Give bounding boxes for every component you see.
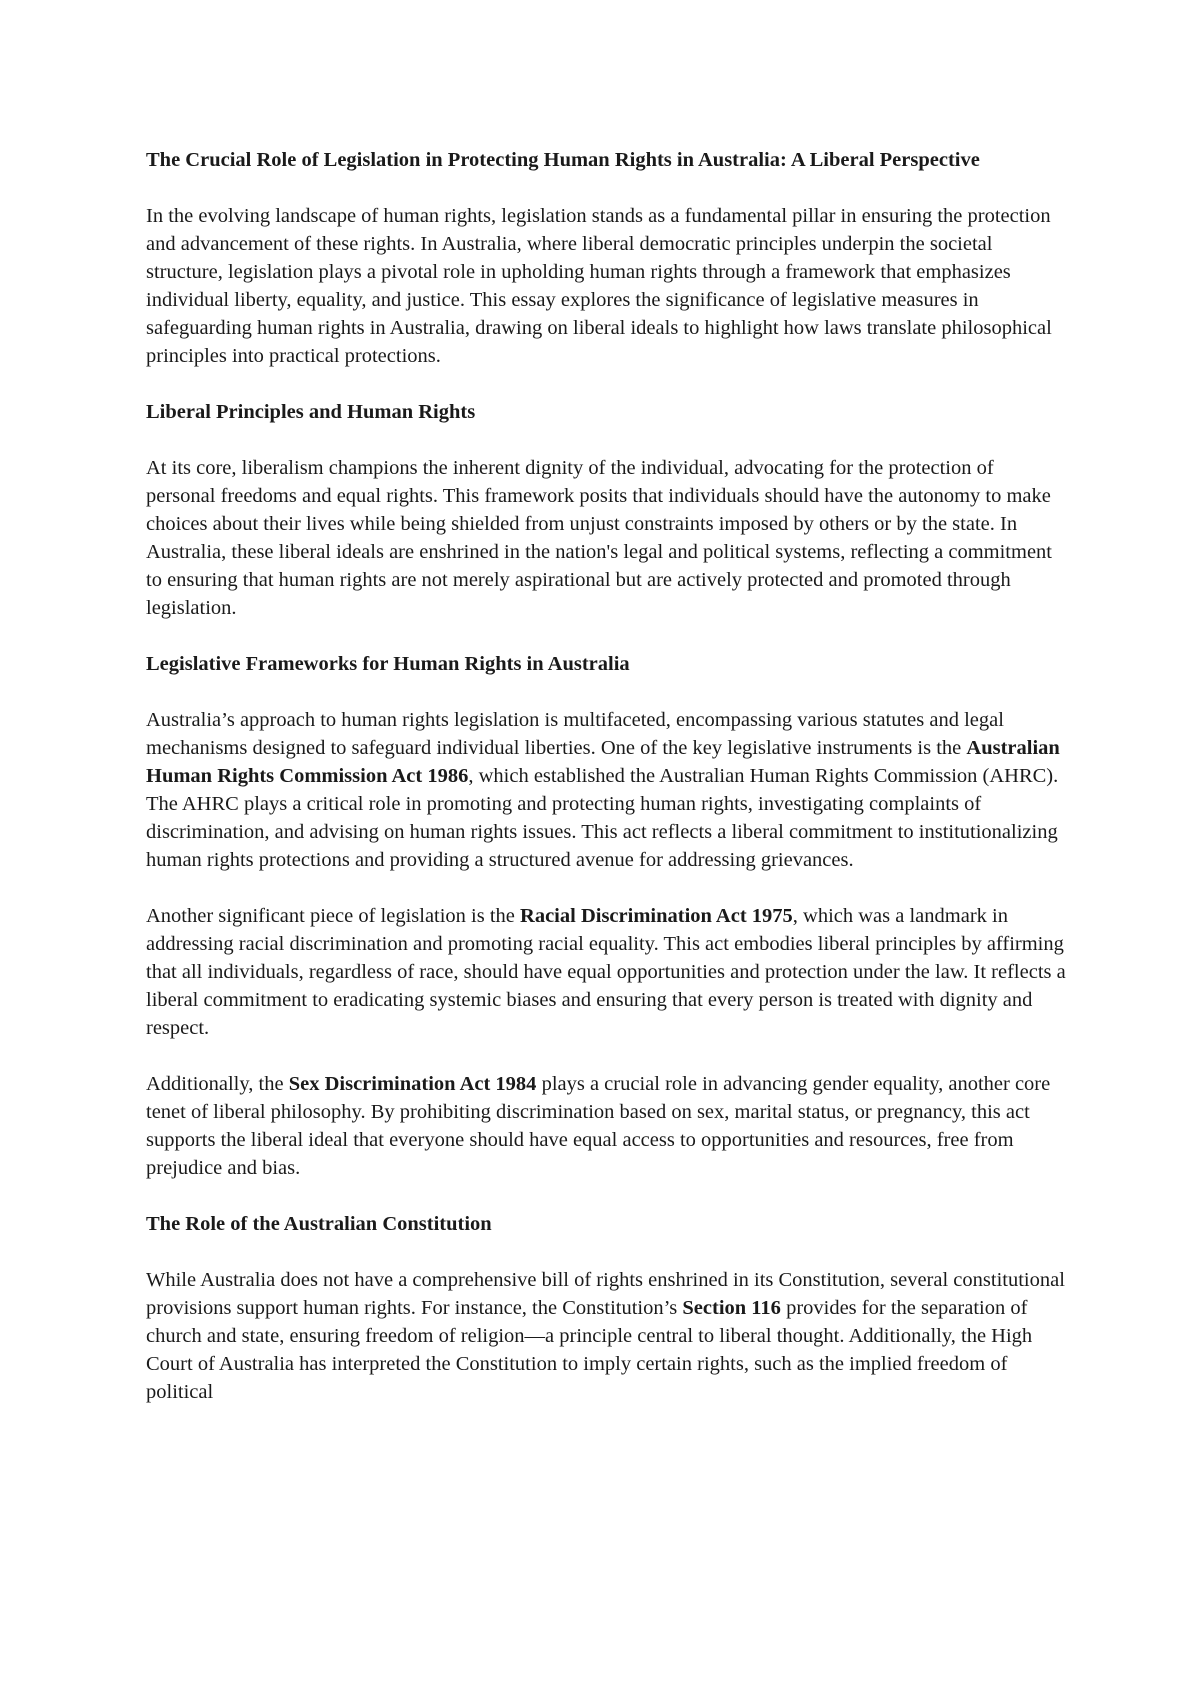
constitution-paragraph bbox=[146, 1266, 1066, 1406]
document-title: The Crucial Role of Legislation in Protecting Human Rights in Australia: A Liberal Perspective bbox=[146, 149, 980, 171]
act-name-racial-discrimination: Racial Discrimination Act 1975 bbox=[520, 905, 793, 927]
act-name-sex-discrimination: Sex Discrimination Act 1984 bbox=[288, 1073, 537, 1095]
paragraph-text: provides for the separation of church and state, ensuring freedom of religion—a principle central to liberal thought. Additionally, the High Court of Australia has interpreted the Constitution to imply certain rights, such as the implied freedom of political bbox=[146, 1297, 1033, 1403]
act-name-ahrc: Australian Human Rights Commission Act 1986 bbox=[146, 737, 1060, 787]
paragraph-text: plays a crucial role in advancing gender equality, another core tenet of liberal philosophy. By prohibiting discrimination based on sex, marital status, or pregnancy, this act supports the liberal ideal that everyone should have equal access to opportunities and resources, free from prejudice and bias. bbox=[146, 1073, 1051, 1179]
section-116-label: Section 116 bbox=[682, 1297, 781, 1319]
ahrc-act-paragraph bbox=[146, 706, 1066, 874]
section-heading-constitution: The Role of the Australian Constitution bbox=[146, 1213, 492, 1235]
paragraph-text: Additionally, the bbox=[146, 1073, 289, 1095]
intro-paragraph: In the evolving landscape of human rights, legislation stands as a fundamental pillar in ensuring the protection and advancement of these rights. In Australia, where liberal democratic principles underpin the societal structure, legislation plays a pivotal role in upholding human rights through a framework that emphasizes individual liberty, equality, and justice. This essay explores the significance of legislative measures in safeguarding human rights in Australia, drawing on liberal ideals to highlight how laws translate philosophical principles into practical protections. bbox=[146, 205, 1052, 367]
racial-discrimination-act-paragraph bbox=[146, 902, 1066, 1042]
sex-discrimination-act-paragraph bbox=[146, 1070, 1066, 1182]
section-heading-liberal-principles: Liberal Principles and Human Rights bbox=[146, 401, 476, 423]
paragraph-text: While Australia does not have a comprehensive bill of rights enshrined in its Constitution, several constitutional provisions support human rights. For instance, the Constitution’s bbox=[146, 1269, 1065, 1319]
document-page bbox=[146, 146, 1066, 1406]
liberal-principles-paragraph: At its core, liberalism champions the inherent dignity of the individual, advocating for the protection of personal freedoms and equal rights. This framework posits that individuals should have the autonomy to make choices about their lives while being shielded from unjust constraints imposed by others or by the state. In Australia, these liberal ideals are enshrined in the nation's legal and political systems, reflecting a commitment to ensuring that human rights are not merely aspirational but are actively protected and promoted through legislation. bbox=[146, 457, 1052, 619]
paragraph-text: , which was a landmark in addressing racial discrimination and promoting racial equality. This act embodies liberal principles by affirming that all individuals, regardless of race, should have equal opportunities and protection under the law. It reflects a liberal commitment to eradicating systemic biases and ensuring that every person is treated with dignity and respect. bbox=[146, 905, 1066, 1039]
paragraph-text: Another significant piece of legislation is the bbox=[146, 905, 521, 927]
section-heading-legislative-frameworks: Legislative Frameworks for Human Rights in Australia bbox=[146, 653, 630, 675]
paragraph-text: , which established the Australian Human Rights Commission (AHRC). The AHRC plays a critical role in promoting and protecting human rights, investigating complaints of discrimination, and advising on human rights issues. This act reflects a liberal commitment to institutionalizing human rights protections and providing a structured avenue for addressing grievances. bbox=[146, 765, 1059, 871]
paragraph-text: Australia’s approach to human rights legislation is multifaceted, encompassing various statutes and legal mechanisms designed to safeguard individual liberties. One of the key legislative instruments is the bbox=[146, 709, 1004, 759]
